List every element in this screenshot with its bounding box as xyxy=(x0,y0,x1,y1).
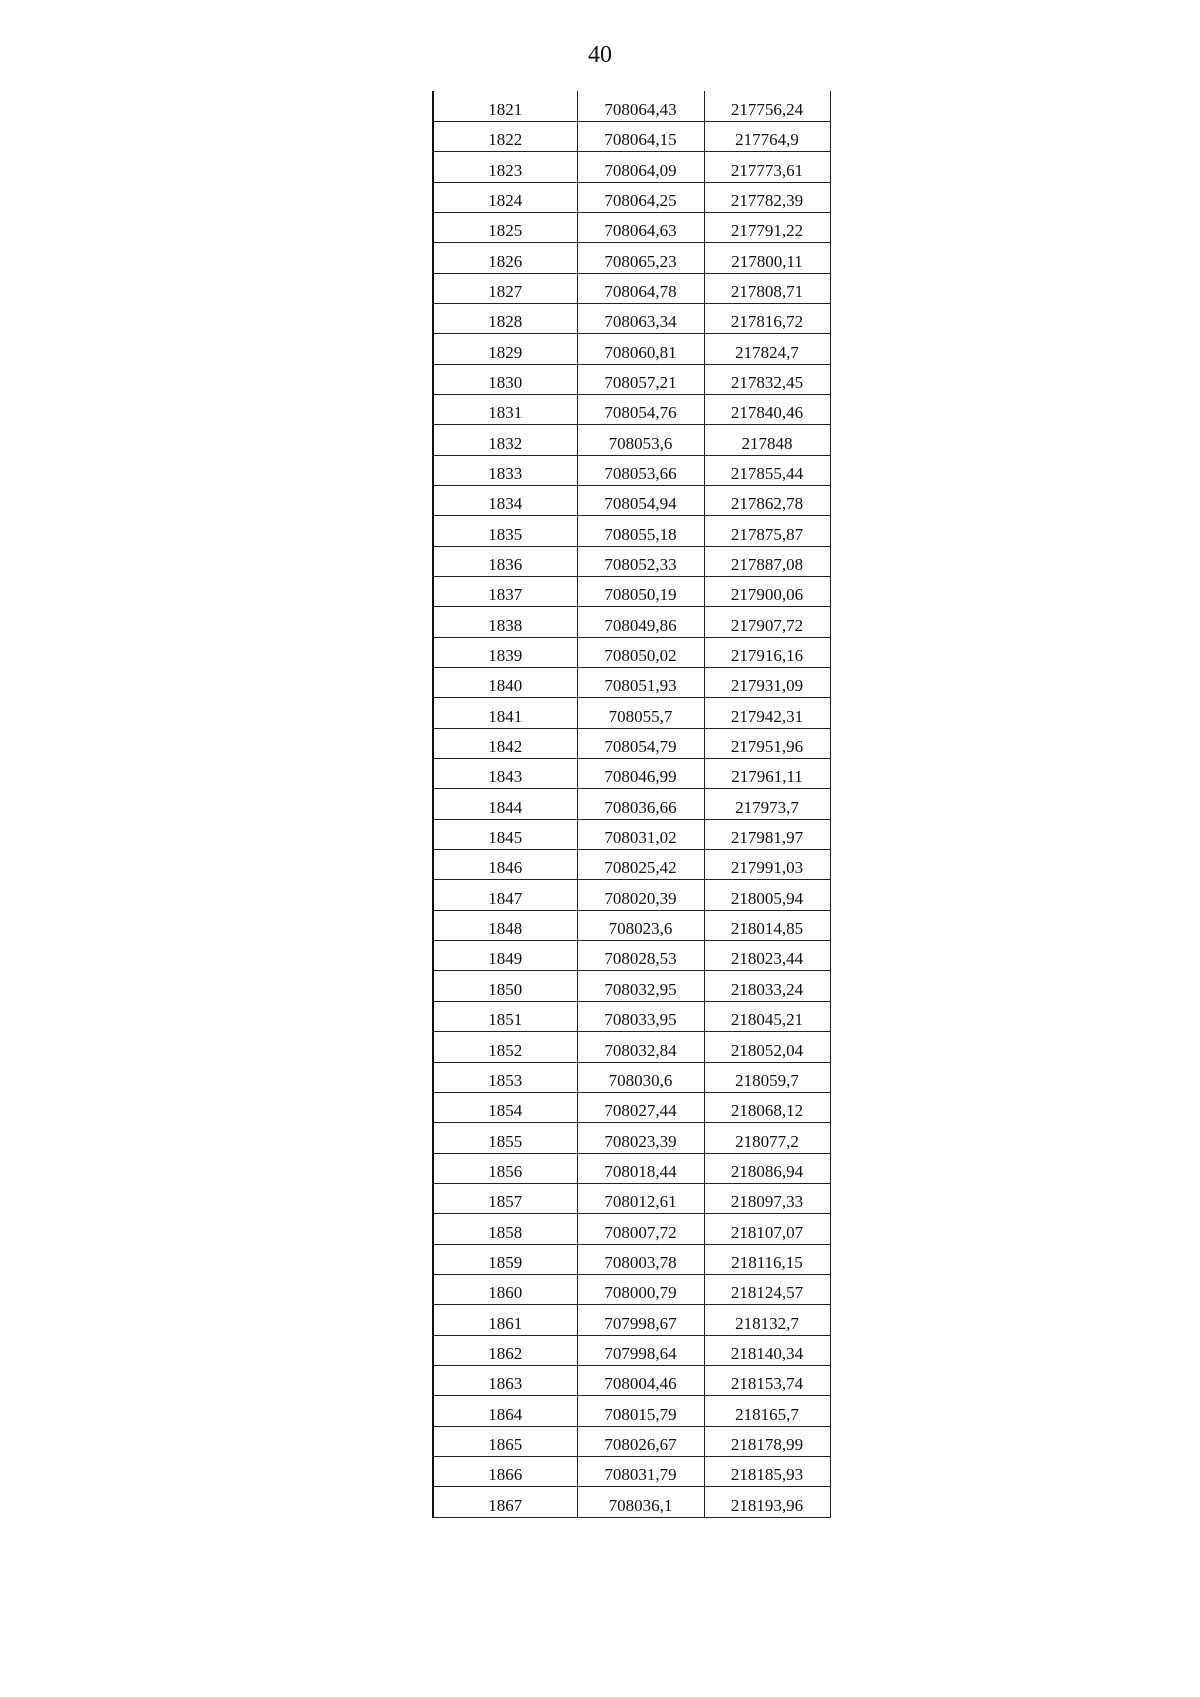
y-coordinate-cell: 218014,85 xyxy=(704,910,830,940)
point-number-cell: 1834 xyxy=(433,485,577,515)
x-coordinate-cell: 708063,34 xyxy=(577,303,704,333)
x-coordinate-cell: 708055,18 xyxy=(577,516,704,546)
table-row xyxy=(433,759,830,789)
table-row xyxy=(433,1274,830,1304)
table-row xyxy=(433,607,830,637)
y-coordinate-cell: 218068,12 xyxy=(704,1092,830,1122)
point-number-cell: 1857 xyxy=(433,1183,577,1213)
point-number-cell: 1847 xyxy=(433,880,577,910)
table-row xyxy=(433,303,830,333)
y-coordinate-cell: 218165,7 xyxy=(704,1396,830,1426)
table-row xyxy=(433,910,830,940)
y-coordinate-cell: 218140,34 xyxy=(704,1335,830,1365)
table-row xyxy=(433,243,830,273)
table-row xyxy=(433,1305,830,1335)
x-coordinate-cell: 708052,33 xyxy=(577,546,704,576)
point-number-cell: 1821 xyxy=(433,91,577,121)
x-coordinate-cell: 708057,21 xyxy=(577,364,704,394)
y-coordinate-cell: 217773,61 xyxy=(704,152,830,182)
y-coordinate-cell: 217800,11 xyxy=(704,243,830,273)
point-number-cell: 1848 xyxy=(433,910,577,940)
point-number-cell: 1828 xyxy=(433,303,577,333)
x-coordinate-cell: 708054,76 xyxy=(577,394,704,424)
x-coordinate-cell: 707998,64 xyxy=(577,1335,704,1365)
x-coordinate-cell: 708051,93 xyxy=(577,668,704,698)
point-number-cell: 1851 xyxy=(433,1001,577,1031)
table-row xyxy=(433,1183,830,1213)
table-row xyxy=(433,850,830,880)
x-coordinate-cell: 708050,02 xyxy=(577,637,704,667)
point-number-cell: 1852 xyxy=(433,1032,577,1062)
x-coordinate-cell: 708065,23 xyxy=(577,243,704,273)
point-number-cell: 1831 xyxy=(433,394,577,424)
x-coordinate-cell: 708064,15 xyxy=(577,121,704,151)
table-row xyxy=(433,819,830,849)
point-number-cell: 1840 xyxy=(433,668,577,698)
x-coordinate-cell: 708020,39 xyxy=(577,880,704,910)
point-number-cell: 1862 xyxy=(433,1335,577,1365)
x-coordinate-cell: 708033,95 xyxy=(577,1001,704,1031)
y-coordinate-cell: 217824,7 xyxy=(704,334,830,364)
x-coordinate-cell: 708049,86 xyxy=(577,607,704,637)
point-number-cell: 1836 xyxy=(433,546,577,576)
point-number-cell: 1864 xyxy=(433,1396,577,1426)
x-coordinate-cell: 708060,81 xyxy=(577,334,704,364)
table-row xyxy=(433,1032,830,1062)
table-row xyxy=(433,577,830,607)
y-coordinate-cell: 218153,74 xyxy=(704,1365,830,1395)
point-number-cell: 1845 xyxy=(433,819,577,849)
x-coordinate-cell: 708023,39 xyxy=(577,1123,704,1153)
point-number-cell: 1853 xyxy=(433,1062,577,1092)
point-number-cell: 1861 xyxy=(433,1305,577,1335)
point-number-cell: 1832 xyxy=(433,425,577,455)
x-coordinate-cell: 708003,78 xyxy=(577,1244,704,1274)
y-coordinate-cell: 218185,93 xyxy=(704,1456,830,1486)
x-coordinate-cell: 708054,79 xyxy=(577,728,704,758)
y-coordinate-cell: 218086,94 xyxy=(704,1153,830,1183)
table-row xyxy=(433,364,830,394)
point-number-cell: 1827 xyxy=(433,273,577,303)
table-row xyxy=(433,425,830,455)
table-row xyxy=(433,1214,830,1244)
table-row xyxy=(433,637,830,667)
x-coordinate-cell: 708025,42 xyxy=(577,850,704,880)
point-number-cell: 1824 xyxy=(433,182,577,212)
point-number-cell: 1858 xyxy=(433,1214,577,1244)
x-coordinate-cell: 708055,7 xyxy=(577,698,704,728)
point-number-cell: 1843 xyxy=(433,759,577,789)
point-number-cell: 1860 xyxy=(433,1274,577,1304)
x-coordinate-cell: 708053,66 xyxy=(577,455,704,485)
x-coordinate-cell: 708015,79 xyxy=(577,1396,704,1426)
table-row xyxy=(433,91,830,121)
table-row xyxy=(433,455,830,485)
x-coordinate-cell: 708064,09 xyxy=(577,152,704,182)
table-row xyxy=(433,1001,830,1031)
page-number: 40 xyxy=(588,42,612,68)
y-coordinate-cell: 217900,06 xyxy=(704,577,830,607)
point-number-cell: 1856 xyxy=(433,1153,577,1183)
table-row xyxy=(433,1335,830,1365)
x-coordinate-cell: 708028,53 xyxy=(577,941,704,971)
point-number-cell: 1841 xyxy=(433,698,577,728)
y-coordinate-cell: 218033,24 xyxy=(704,971,830,1001)
point-number-cell: 1826 xyxy=(433,243,577,273)
coordinates-table xyxy=(432,91,831,1518)
table-row xyxy=(433,728,830,758)
y-coordinate-cell: 217961,11 xyxy=(704,759,830,789)
table-row xyxy=(433,152,830,182)
x-coordinate-cell: 708031,02 xyxy=(577,819,704,849)
table-row xyxy=(433,1244,830,1274)
y-coordinate-cell: 218097,33 xyxy=(704,1183,830,1213)
x-coordinate-cell: 708031,79 xyxy=(577,1456,704,1486)
point-number-cell: 1825 xyxy=(433,212,577,242)
table-row xyxy=(433,1396,830,1426)
table-row xyxy=(433,1062,830,1092)
table-row xyxy=(433,1487,830,1517)
point-number-cell: 1822 xyxy=(433,121,577,151)
y-coordinate-cell: 218107,07 xyxy=(704,1214,830,1244)
point-number-cell: 1837 xyxy=(433,577,577,607)
table-row xyxy=(433,698,830,728)
point-number-cell: 1846 xyxy=(433,850,577,880)
point-number-cell: 1850 xyxy=(433,971,577,1001)
table-row xyxy=(433,880,830,910)
y-coordinate-cell: 217991,03 xyxy=(704,850,830,880)
y-coordinate-cell: 217832,45 xyxy=(704,364,830,394)
point-number-cell: 1866 xyxy=(433,1456,577,1486)
y-coordinate-cell: 217855,44 xyxy=(704,455,830,485)
table-row xyxy=(433,1092,830,1122)
table-row xyxy=(433,1426,830,1456)
y-coordinate-cell: 218077,2 xyxy=(704,1123,830,1153)
y-coordinate-cell: 218045,21 xyxy=(704,1001,830,1031)
point-number-cell: 1854 xyxy=(433,1092,577,1122)
y-coordinate-cell: 218132,7 xyxy=(704,1305,830,1335)
table-row xyxy=(433,516,830,546)
point-number-cell: 1844 xyxy=(433,789,577,819)
coordinates-table-body xyxy=(433,91,830,1517)
point-number-cell: 1867 xyxy=(433,1487,577,1517)
table-row xyxy=(433,1365,830,1395)
x-coordinate-cell: 708012,61 xyxy=(577,1183,704,1213)
x-coordinate-cell: 708004,46 xyxy=(577,1365,704,1395)
y-coordinate-cell: 217848 xyxy=(704,425,830,455)
point-number-cell: 1842 xyxy=(433,728,577,758)
y-coordinate-cell: 217808,71 xyxy=(704,273,830,303)
x-coordinate-cell: 708018,44 xyxy=(577,1153,704,1183)
x-coordinate-cell: 708050,19 xyxy=(577,577,704,607)
table-row xyxy=(433,971,830,1001)
table-row xyxy=(433,1123,830,1153)
point-number-cell: 1865 xyxy=(433,1426,577,1456)
y-coordinate-cell: 218124,57 xyxy=(704,1274,830,1304)
x-coordinate-cell: 708000,79 xyxy=(577,1274,704,1304)
table-row xyxy=(433,941,830,971)
y-coordinate-cell: 217764,9 xyxy=(704,121,830,151)
table-row xyxy=(433,334,830,364)
x-coordinate-cell: 708036,1 xyxy=(577,1487,704,1517)
y-coordinate-cell: 218059,7 xyxy=(704,1062,830,1092)
x-coordinate-cell: 708007,72 xyxy=(577,1214,704,1244)
x-coordinate-cell: 708064,63 xyxy=(577,212,704,242)
y-coordinate-cell: 217907,72 xyxy=(704,607,830,637)
y-coordinate-cell: 217931,09 xyxy=(704,668,830,698)
table-row xyxy=(433,121,830,151)
table-row xyxy=(433,789,830,819)
table-row xyxy=(433,273,830,303)
x-coordinate-cell: 708027,44 xyxy=(577,1092,704,1122)
y-coordinate-cell: 217973,7 xyxy=(704,789,830,819)
point-number-cell: 1863 xyxy=(433,1365,577,1395)
table-row xyxy=(433,182,830,212)
x-coordinate-cell: 708036,66 xyxy=(577,789,704,819)
y-coordinate-cell: 217840,46 xyxy=(704,394,830,424)
table-row xyxy=(433,546,830,576)
y-coordinate-cell: 217887,08 xyxy=(704,546,830,576)
y-coordinate-cell: 218178,99 xyxy=(704,1426,830,1456)
point-number-cell: 1838 xyxy=(433,607,577,637)
y-coordinate-cell: 217782,39 xyxy=(704,182,830,212)
point-number-cell: 1823 xyxy=(433,152,577,182)
table-row xyxy=(433,668,830,698)
x-coordinate-cell: 708064,43 xyxy=(577,91,704,121)
y-coordinate-cell: 218005,94 xyxy=(704,880,830,910)
point-number-cell: 1833 xyxy=(433,455,577,485)
point-number-cell: 1859 xyxy=(433,1244,577,1274)
x-coordinate-cell: 708046,99 xyxy=(577,759,704,789)
x-coordinate-cell: 708032,95 xyxy=(577,971,704,1001)
table-row xyxy=(433,1153,830,1183)
y-coordinate-cell: 218116,15 xyxy=(704,1244,830,1274)
x-coordinate-cell: 707998,67 xyxy=(577,1305,704,1335)
y-coordinate-cell: 217951,96 xyxy=(704,728,830,758)
point-number-cell: 1855 xyxy=(433,1123,577,1153)
point-number-cell: 1835 xyxy=(433,516,577,546)
table-row xyxy=(433,394,830,424)
x-coordinate-cell: 708030,6 xyxy=(577,1062,704,1092)
y-coordinate-cell: 217816,72 xyxy=(704,303,830,333)
y-coordinate-cell: 217875,87 xyxy=(704,516,830,546)
y-coordinate-cell: 218193,96 xyxy=(704,1487,830,1517)
point-number-cell: 1829 xyxy=(433,334,577,364)
x-coordinate-cell: 708064,78 xyxy=(577,273,704,303)
x-coordinate-cell: 708023,6 xyxy=(577,910,704,940)
x-coordinate-cell: 708064,25 xyxy=(577,182,704,212)
y-coordinate-cell: 217916,16 xyxy=(704,637,830,667)
y-coordinate-cell: 218023,44 xyxy=(704,941,830,971)
table-row xyxy=(433,212,830,242)
y-coordinate-cell: 217981,97 xyxy=(704,819,830,849)
y-coordinate-cell: 217756,24 xyxy=(704,91,830,121)
x-coordinate-cell: 708032,84 xyxy=(577,1032,704,1062)
x-coordinate-cell: 708054,94 xyxy=(577,485,704,515)
y-coordinate-cell: 217862,78 xyxy=(704,485,830,515)
x-coordinate-cell: 708053,6 xyxy=(577,425,704,455)
y-coordinate-cell: 217791,22 xyxy=(704,212,830,242)
table-row xyxy=(433,1456,830,1486)
point-number-cell: 1849 xyxy=(433,941,577,971)
point-number-cell: 1839 xyxy=(433,637,577,667)
y-coordinate-cell: 218052,04 xyxy=(704,1032,830,1062)
table-row xyxy=(433,485,830,515)
point-number-cell: 1830 xyxy=(433,364,577,394)
x-coordinate-cell: 708026,67 xyxy=(577,1426,704,1456)
y-coordinate-cell: 217942,31 xyxy=(704,698,830,728)
